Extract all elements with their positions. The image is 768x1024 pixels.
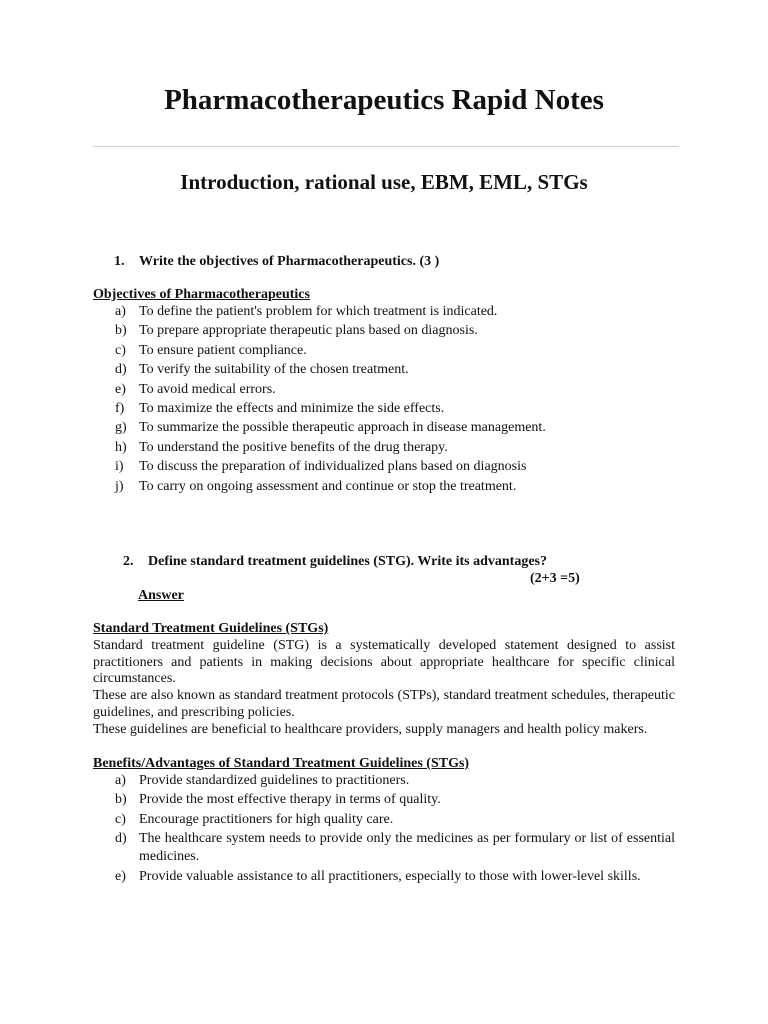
stg-heading: Standard Treatment Guidelines (STGs) bbox=[93, 621, 329, 636]
list-item bbox=[93, 342, 675, 360]
list-item bbox=[93, 478, 675, 496]
list-text: To define the patient's problem for which treatment is indicated. bbox=[139, 304, 498, 319]
list-item bbox=[93, 322, 675, 340]
list-item bbox=[93, 400, 675, 418]
question-1-number: 1. bbox=[114, 254, 125, 269]
objectives-list bbox=[93, 303, 675, 497]
list-text: Provide standardized guidelines to practitioners. bbox=[139, 773, 410, 788]
list-marker: a) bbox=[115, 304, 126, 319]
answer-label: Answer bbox=[138, 588, 184, 603]
question-2-marks: (2+3 =5) bbox=[530, 571, 580, 586]
list-text: To carry on ongoing assessment and continue or stop the treatment. bbox=[139, 478, 517, 494]
list-item bbox=[93, 439, 675, 457]
list-marker: c) bbox=[115, 811, 126, 827]
list-item bbox=[93, 419, 675, 437]
list-marker: d) bbox=[115, 362, 127, 378]
paragraph: These guidelines are beneficial to healthcare providers, supply managers and health policy makers. bbox=[93, 721, 648, 737]
list-marker: e) bbox=[115, 381, 126, 397]
list-text: To summarize the possible therapeutic approach in disease management. bbox=[139, 420, 546, 436]
question-2-number: 2. bbox=[123, 554, 134, 569]
list-item bbox=[93, 811, 675, 829]
list-text: Provide valuable assistance to all practitioners, especially to those with lower-level skills. bbox=[139, 868, 641, 884]
list-marker: g) bbox=[115, 420, 127, 436]
list-item bbox=[93, 381, 675, 399]
list-text: To verify the suitability of the chosen treatment. bbox=[139, 362, 409, 378]
question-2-text: Define standard treatment guidelines (STG). Write its advantages? bbox=[148, 554, 547, 569]
list-item bbox=[93, 830, 675, 866]
benefits-heading: Benefits/Advantages of Standard Treatment Guidelines (STGs) bbox=[93, 756, 470, 771]
benefits-list bbox=[93, 772, 675, 887]
title-divider bbox=[93, 146, 679, 147]
list-marker: b) bbox=[115, 792, 127, 808]
page-title: Pharmacotherapeutics Rapid Notes bbox=[164, 84, 604, 116]
list-text: To discuss the preparation of individualized plans based on diagnosis bbox=[139, 459, 527, 475]
objectives-heading: Objectives of Pharmacotherapeutics bbox=[93, 287, 310, 302]
list-text: Provide the most effective therapy in terms of quality. bbox=[139, 792, 441, 808]
list-item bbox=[93, 868, 675, 886]
question-1 bbox=[114, 254, 439, 270]
list-text: To ensure patient compliance. bbox=[139, 342, 307, 358]
list-item bbox=[93, 361, 675, 379]
list-marker: h) bbox=[115, 439, 127, 455]
question-1-text: Write the objectives of Pharmacotherapeutics. (3 ) bbox=[139, 254, 440, 269]
paragraph: Standard treatment guideline (STG) is a systematically developed statement designed to assist practitioners and patients in making decisions about appropriate healthcare for specific clinical circumstances. bbox=[93, 638, 675, 687]
list-text: To prepare appropriate therapeutic plans based on diagnosis. bbox=[139, 323, 478, 339]
list-marker: a) bbox=[115, 773, 126, 788]
list-marker: b) bbox=[115, 323, 127, 339]
list-text: To maximize the effects and minimize the side effects. bbox=[139, 400, 445, 416]
list-item bbox=[93, 772, 675, 790]
list-text: The healthcare system needs to provide only the medicines as per formulary or list of essential medicines. bbox=[139, 831, 675, 865]
question-2 bbox=[123, 554, 547, 570]
list-item bbox=[93, 458, 675, 476]
list-item bbox=[93, 791, 675, 809]
list-text: To avoid medical errors. bbox=[139, 381, 276, 397]
stg-definition bbox=[93, 638, 675, 738]
list-marker: d) bbox=[115, 831, 127, 847]
paragraph: These are also known as standard treatment protocols (STPs), standard treatment schedules, therapeutic guidelines, and prescribing policies. bbox=[93, 688, 675, 720]
list-marker: i) bbox=[115, 459, 124, 475]
list-marker: e) bbox=[115, 868, 126, 884]
list-marker: f) bbox=[115, 400, 125, 416]
list-text: To understand the positive benefits of the drug therapy. bbox=[139, 439, 448, 455]
list-marker: c) bbox=[115, 342, 126, 358]
list-marker: j) bbox=[115, 478, 124, 494]
section-subtitle: Introduction, rational use, EBM, EML, STGs bbox=[180, 170, 588, 194]
list-item bbox=[93, 303, 675, 321]
list-text: Encourage practitioners for high quality care. bbox=[139, 811, 394, 827]
